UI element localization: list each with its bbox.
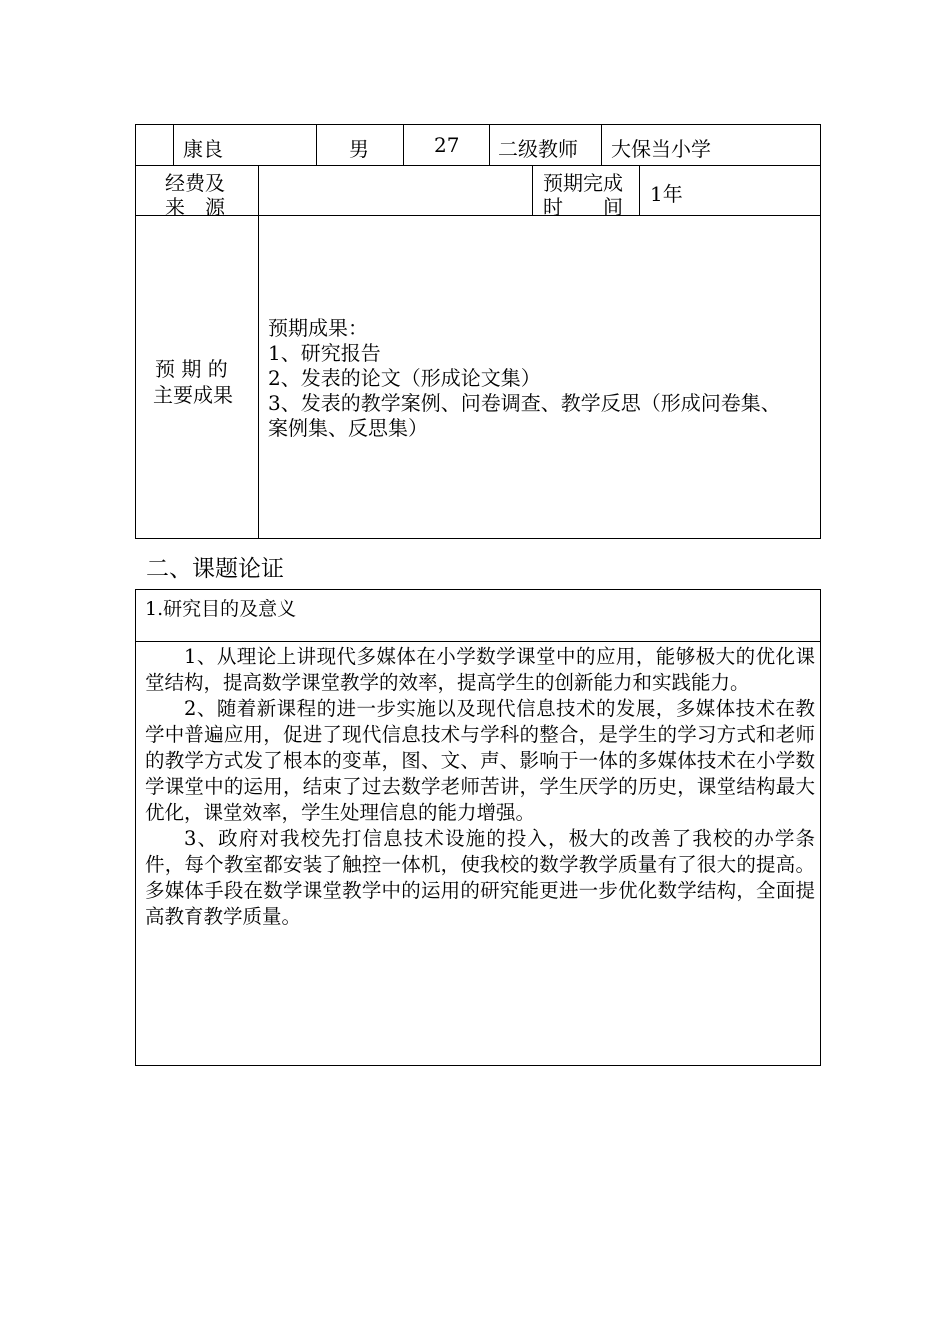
table-border-left <box>135 589 136 1066</box>
table-col-divider <box>403 124 404 165</box>
outcomes-line: 1、研究报告 <box>268 341 381 365</box>
name-cell: 康良 <box>183 137 223 161</box>
table-row-divider <box>135 641 821 642</box>
age-cell: 27 <box>434 133 460 157</box>
expected-time-value: 1年 <box>650 182 683 206</box>
table-border-right <box>820 589 821 1066</box>
funding-label: 来 源 <box>165 195 225 219</box>
gender-cell: 男 <box>349 137 369 161</box>
table-border-left <box>135 124 136 539</box>
outcomes-list <box>268 316 781 441</box>
table-border-bottom <box>135 1065 821 1066</box>
table-border-top <box>135 124 821 125</box>
paragraph: 2、随着新课程的进一步实施以及现代信息技术的发展，多媒体技术在教学中普遍应用，促进了现代信息技术与学科的整合，是学生的学习方式和老师的教学方式发了根本的变革，图、文、声、影响于一体的多媒体技术在小学数学课堂中的运用，结束了过去数学老师苦讲，学生厌学的历史，课堂结构最大优化，课堂效率，学生处理信息的能力增强。 <box>145 697 815 824</box>
table-border-top <box>135 589 821 590</box>
table-border-right <box>820 124 821 539</box>
table-row-divider <box>135 165 821 166</box>
paragraph: 3、政府对我校先打信息技术设施的投入，极大的改善了我校的办学条件，每个教室都安装了触控一体机，使我校的数学教学质量有了很大的提高。多媒体手段在数学课堂教学中的运用的研究能更进一步优化数学结构，全面提高教育教学质量。 <box>145 827 815 928</box>
purpose-body <box>145 644 815 930</box>
subheading: 1.研究目的及意义 <box>145 598 297 620</box>
title-cell: 二级教师 <box>498 137 578 161</box>
outcomes-label: 主要成果 <box>153 383 233 407</box>
outcomes-line: 2、发表的论文（形成论文集） <box>268 366 541 390</box>
table-col-divider <box>532 165 533 215</box>
paragraph: 1、从理论上讲现代多媒体在小学数学课堂中的应用，能够极大的优化课堂结构，提高数学课堂教学的效率，提高学生的创新能力和实践能力。 <box>145 645 815 694</box>
table-border-bottom <box>135 538 821 539</box>
expected-time-label: 时 间 <box>543 195 623 219</box>
table-col-divider <box>639 165 640 215</box>
section-heading: 二、课题论证 <box>146 556 284 582</box>
table-col-divider <box>258 165 259 539</box>
outcomes-line: 3、发表的教学案例、问卷调查、教学反思（形成问卷集、 <box>268 391 781 415</box>
school-cell: 大保当小学 <box>611 137 711 161</box>
table-col-divider <box>173 124 174 165</box>
outcomes-label: 预 期 的 <box>155 357 228 381</box>
funding-label: 经费及 <box>165 171 225 195</box>
table-col-divider <box>316 124 317 165</box>
outcomes-line: 案例集、反思集） <box>268 416 428 440</box>
outcomes-line: 预期成果： <box>268 316 368 340</box>
table-col-divider <box>489 124 490 165</box>
table-col-divider <box>601 124 602 165</box>
table-row-divider <box>135 215 821 216</box>
expected-time-label: 预期完成 <box>543 171 623 195</box>
